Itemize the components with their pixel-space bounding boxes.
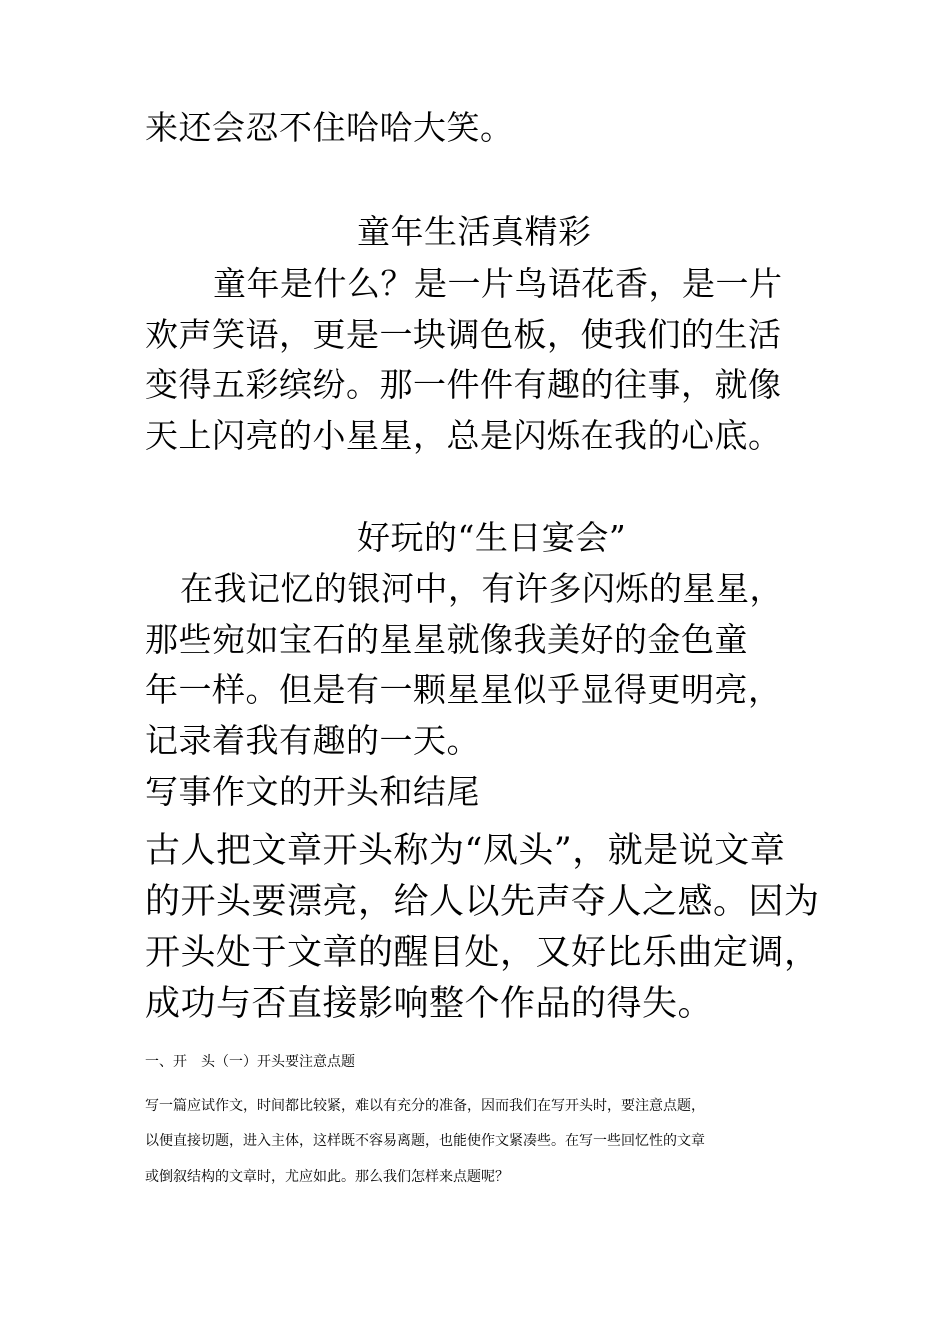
- section3-line-1: 古人把文章开头称为“凤头”，就是说文章: [145, 831, 786, 871]
- subsection-heading: 一、开 头（一）开头要注意点题: [145, 1054, 355, 1070]
- section-title-childhood: 童年生活真精彩: [357, 212, 592, 251]
- section4-line-1: 写一篇应试作文，时间都比较紧，难以有充分的准备，因而我们在写开头时，要注意点题，: [145, 1098, 705, 1114]
- section1-line-3: 变得五彩缤纷。那一件件有趣的往事，就像: [145, 365, 782, 404]
- section-heading-opening-ending: 写事作文的开头和结尾: [145, 772, 480, 811]
- section4-line-3: 或倒叙结构的文章时，尤应如此。那么我们怎样来点题呢？: [145, 1169, 509, 1185]
- section3-line-3: 开头处于文章的醒目处，又好比乐曲定调，: [145, 933, 820, 973]
- section3-line-4: 成功与否直接影响整个作品的得失。: [145, 984, 714, 1024]
- section2-line-4: 记录着我有趣的一天。: [145, 721, 480, 760]
- section2-line-2: 那些宛如宝石的星星就像我美好的金色童: [145, 620, 748, 659]
- section-title-birthday: 好玩的“生日宴会”: [357, 518, 627, 557]
- section1-line-1: 童年是什么？是一片鸟语花香，是一片: [213, 264, 783, 303]
- section1-line-2: 欢声笑语，更是一块调色板，使我们的生活: [145, 315, 782, 354]
- section2-line-1: 在我记忆的银河中，有许多闪烁的星星，: [180, 569, 783, 608]
- section4-line-2: 以便直接切题，进入主体，这样既不容易离题，也能使作文紧凑些。在写一些回忆性的文章: [145, 1133, 705, 1149]
- section3-line-2: 的开头要漂亮，给人以先声夺人之感。因为: [145, 882, 820, 922]
- section1-line-4: 天上闪亮的小星星，总是闪烁在我的心底。: [145, 416, 782, 455]
- paragraph-end-line: 来还会忍不住哈哈大笑。: [145, 108, 514, 147]
- section2-line-3: 年一样。但是有一颗星星似乎显得更明亮，: [145, 670, 782, 709]
